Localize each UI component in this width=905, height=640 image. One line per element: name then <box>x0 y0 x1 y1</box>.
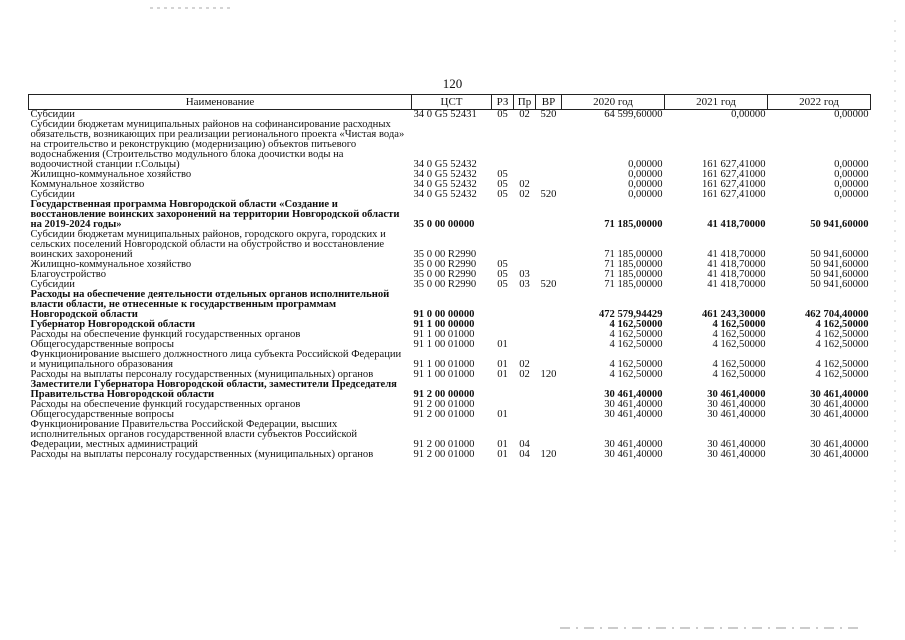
table-row <box>29 450 871 460</box>
cell-cst: 91 2 00 01000 <box>413 439 475 450</box>
cell-vr <box>536 260 562 270</box>
cell-cst: 91 2 00 01000 <box>413 449 475 460</box>
cell-vr <box>536 400 562 410</box>
cell-2020: 64 599,60000 <box>604 109 663 120</box>
header-2021: 2021 год <box>665 95 768 110</box>
cell-name: Субсидии <box>30 279 75 290</box>
cell-rz: 01 <box>497 369 508 380</box>
cell-2022: 0,00000 <box>834 169 869 180</box>
cell-rz <box>492 230 514 260</box>
cell-2021: 30 461,40000 <box>707 399 766 410</box>
table-row <box>29 200 871 230</box>
cell-name: Благоустройство <box>30 269 106 280</box>
header-vr: ВР <box>536 95 562 110</box>
cell-cst: 91 1 00 01000 <box>413 359 475 370</box>
budget-table <box>28 94 871 460</box>
cell-2020: 71 185,00000 <box>604 259 663 270</box>
cell-cst: 91 1 00 01000 <box>413 369 475 380</box>
cell-2020: 4 162,50000 <box>609 329 663 340</box>
cell-cst: 35 0 00 R2990 <box>413 269 477 280</box>
cell-name: Государственная программа Новгородской области «Создание и восстановление воинских захоронений на территории Новгородской области на 2019-2024 годы» <box>30 199 400 230</box>
cell-cst: 91 1 00 00000 <box>413 319 475 330</box>
cell-name: Субсидии <box>30 189 75 200</box>
cell-rz <box>492 380 514 400</box>
cell-2022: 30 461,40000 <box>810 449 869 460</box>
cell-rz: 05 <box>497 269 508 280</box>
cell-name: Субсидии <box>30 109 75 120</box>
cell-cst: 35 0 00 R2990 <box>413 279 477 290</box>
table-body <box>29 110 871 461</box>
cell-2021: 41 418,70000 <box>707 269 766 280</box>
cell-2022: 50 941,60000 <box>810 249 869 260</box>
table-row <box>29 290 871 320</box>
cell-cst: 35 0 00 R2990 <box>413 249 477 260</box>
cell-pr <box>514 410 536 420</box>
cell-rz: 05 <box>497 179 508 190</box>
cell-rz <box>492 320 514 330</box>
cell-rz <box>492 290 514 320</box>
cell-2022: 0,00000 <box>834 189 869 200</box>
cell-vr <box>536 350 562 370</box>
header-pr: Пр <box>514 95 536 110</box>
cell-pr <box>514 330 536 340</box>
cell-vr <box>536 230 562 260</box>
cell-pr: 04 <box>519 449 530 460</box>
cell-2021: 30 461,40000 <box>707 449 766 460</box>
cell-rz <box>492 200 514 230</box>
cell-cst: 34 0 G5 52432 <box>413 179 477 190</box>
cell-pr: 02 <box>519 109 530 120</box>
cell-cst: 91 2 00 01000 <box>413 399 475 410</box>
cell-cst: 34 0 G5 52432 <box>413 159 477 170</box>
cell-name: Расходы на обеспечение деятельности отдельных органов исполнительной власти области, не отнесенные к государственным программам Новгородской области <box>30 289 390 320</box>
cell-name: Расходы на выплаты персоналу государственных (муниципальных) органов <box>30 449 374 460</box>
cell-name: Функционирование высшего должностного лица субъекта Российской Федерации и муниципального образования <box>30 349 402 370</box>
table-row <box>29 380 871 400</box>
cell-cst: 91 1 00 01000 <box>413 339 475 350</box>
cell-vr <box>536 340 562 350</box>
cell-vr <box>536 170 562 180</box>
cell-pr <box>514 320 536 330</box>
cell-2021: 161 627,41000 <box>701 179 766 190</box>
cell-2021: 0,00000 <box>731 109 766 120</box>
cell-2021: 41 418,70000 <box>707 279 766 290</box>
cell-2022: 0,00000 <box>834 109 869 120</box>
cell-2021: 161 627,41000 <box>701 189 766 200</box>
cell-name: Жилищно-коммунальное хозяйство <box>30 259 192 270</box>
cell-2021: 4 162,50000 <box>712 319 766 330</box>
cell-rz: 05 <box>497 259 508 270</box>
cell-2022: 4 162,50000 <box>815 339 869 350</box>
cell-vr: 120 <box>540 369 557 380</box>
cell-2021: 4 162,50000 <box>712 359 766 370</box>
cell-vr: 120 <box>540 449 557 460</box>
cell-pr <box>514 380 536 400</box>
cell-pr: 02 <box>519 369 530 380</box>
cell-cst: 34 0 G5 52431 <box>413 109 477 120</box>
cell-name: Субсидии бюджетам муниципальных районов на софинансирование расходных обязательств, возникающих при реализации регионального проекта «Чистая вода» на строительство и реконструкцию (модернизацию) объектов питьевого водоснабжения (Строительство модульного блока доочистки воды на водоочистной станции г.Сольцы) <box>30 119 405 170</box>
header-cst: ЦСТ <box>412 95 492 110</box>
cell-2020: 0,00000 <box>628 169 663 180</box>
cell-name: Жилищно-коммунальное хозяйство <box>30 169 192 180</box>
cell-vr <box>536 330 562 340</box>
cell-pr: 03 <box>519 279 530 290</box>
cell-vr <box>536 120 562 170</box>
cell-2021: 161 627,41000 <box>701 169 766 180</box>
cell-name: Заместители Губернатора Новгородской области, заместители Председателя Правительства Новгородской области <box>30 379 397 400</box>
cell-name: Расходы на выплаты персоналу государственных (муниципальных) органов <box>30 369 374 380</box>
cell-2020: 0,00000 <box>628 179 663 190</box>
header-name: Наименование <box>29 95 412 110</box>
cell-vr <box>536 410 562 420</box>
cell-2022: 50 941,60000 <box>810 269 869 280</box>
cell-2020: 30 461,40000 <box>604 449 663 460</box>
cell-2020: 472 579,94429 <box>598 309 663 320</box>
cell-rz <box>492 120 514 170</box>
cell-2020: 4 162,50000 <box>609 319 663 330</box>
cell-pr <box>514 200 536 230</box>
cell-name: Губернатор Новгородской области <box>30 319 196 330</box>
cell-pr: 04 <box>519 439 530 450</box>
cell-2021: 461 243,30000 <box>701 309 766 320</box>
cell-rz: 01 <box>497 359 508 370</box>
cell-name: Расходы на обеспечение функций государственных органов <box>30 329 301 340</box>
page-number: 120 <box>442 76 463 91</box>
cell-rz: 01 <box>497 439 508 450</box>
cell-rz: 01 <box>497 339 508 350</box>
cell-2022: 30 461,40000 <box>810 389 869 400</box>
cell-cst: 91 2 00 01000 <box>413 409 475 420</box>
cell-2020: 0,00000 <box>628 189 663 200</box>
cell-2020: 71 185,00000 <box>604 279 663 290</box>
cell-cst: 91 2 00 00000 <box>413 389 475 400</box>
cell-2020: 4 162,50000 <box>609 339 663 350</box>
cell-2022: 30 461,40000 <box>810 439 869 450</box>
cell-2022: 0,00000 <box>834 159 869 170</box>
cell-2022: 50 941,60000 <box>810 279 869 290</box>
cell-2021: 41 418,70000 <box>707 249 766 260</box>
cell-vr: 520 <box>540 189 557 200</box>
cell-rz: 01 <box>497 409 508 420</box>
cell-2021: 30 461,40000 <box>707 439 766 450</box>
cell-rz: 05 <box>497 279 508 290</box>
cell-vr <box>536 290 562 320</box>
table-row <box>29 350 871 370</box>
cell-2020: 30 461,40000 <box>604 409 663 420</box>
cell-vr <box>536 420 562 450</box>
cell-2020: 4 162,50000 <box>609 359 663 370</box>
cell-2022: 0,00000 <box>834 179 869 190</box>
cell-pr: 03 <box>519 269 530 280</box>
cell-cst: 34 0 G5 52432 <box>413 189 477 200</box>
cell-2020: 30 461,40000 <box>604 399 663 410</box>
cell-rz: 01 <box>497 449 508 460</box>
cell-2022: 30 461,40000 <box>810 399 869 410</box>
header-2022: 2022 год <box>768 95 871 110</box>
cell-2020: 30 461,40000 <box>604 439 663 450</box>
cell-rz: 05 <box>497 109 508 120</box>
cell-2020: 71 185,00000 <box>604 269 663 280</box>
cell-pr: 02 <box>519 189 530 200</box>
cell-2020: 0,00000 <box>628 159 663 170</box>
cell-pr <box>514 230 536 260</box>
cell-name: Расходы на обеспечение функций государственных органов <box>30 399 301 410</box>
cell-2021: 161 627,41000 <box>701 159 766 170</box>
cell-cst: 34 0 G5 52432 <box>413 169 477 180</box>
cell-2022: 30 461,40000 <box>810 409 869 420</box>
cell-cst: 35 0 00 R2990 <box>413 259 477 270</box>
cell-2022: 462 704,40000 <box>804 309 869 320</box>
cell-2020: 71 185,00000 <box>604 219 663 230</box>
table-header-row <box>29 95 871 110</box>
cell-rz: 05 <box>497 169 508 180</box>
cell-2021: 30 461,40000 <box>707 389 766 400</box>
cell-2022: 4 162,50000 <box>815 319 869 330</box>
cell-vr <box>536 320 562 330</box>
cell-2021: 4 162,50000 <box>712 369 766 380</box>
cell-2022: 50 941,60000 <box>810 259 869 270</box>
cell-pr <box>514 400 536 410</box>
cell-2021: 4 162,50000 <box>712 339 766 350</box>
cell-2022: 4 162,50000 <box>815 329 869 340</box>
cell-2020: 71 185,00000 <box>604 249 663 260</box>
cell-name: Коммунальное хозяйство <box>30 179 145 190</box>
table-row <box>29 420 871 450</box>
cell-2021: 41 418,70000 <box>707 259 766 270</box>
cell-cst: 91 0 00 00000 <box>413 309 475 320</box>
cell-2021: 30 461,40000 <box>707 409 766 420</box>
table-row <box>29 230 871 260</box>
cell-pr: 02 <box>519 359 530 370</box>
cell-2022: 4 162,50000 <box>815 359 869 370</box>
cell-pr <box>514 340 536 350</box>
cell-cst: 91 1 00 01000 <box>413 329 475 340</box>
cell-vr <box>536 200 562 230</box>
cell-2022: 4 162,50000 <box>815 369 869 380</box>
cell-2020: 4 162,50000 <box>609 369 663 380</box>
cell-vr <box>536 380 562 400</box>
cell-name: Субсидии бюджетам муниципальных районов, городского округа, городских и сельских поселений Новгородской области на обустройство и восстановление воинских захоронений <box>30 229 386 260</box>
table-row <box>29 120 871 170</box>
cell-cst: 35 0 00 00000 <box>413 219 475 230</box>
cell-rz: 05 <box>497 189 508 200</box>
cell-2020: 30 461,40000 <box>604 389 663 400</box>
cell-2021: 41 418,70000 <box>707 219 766 230</box>
cell-name: Функционирование Правительства Российской Федерации, высших исполнительных органов государственной власти субъектов Российской Федерации, местных администраций <box>30 419 358 450</box>
cell-name: Общегосударственные вопросы <box>30 339 174 350</box>
cell-name: Общегосударственные вопросы <box>30 409 174 420</box>
header-rz: РЗ <box>492 95 514 110</box>
cell-2021: 4 162,50000 <box>712 329 766 340</box>
cell-2022: 50 941,60000 <box>810 219 869 230</box>
header-2020: 2020 год <box>562 95 665 110</box>
cell-pr <box>514 290 536 320</box>
cell-vr: 520 <box>540 109 557 120</box>
cell-pr <box>514 120 536 170</box>
cell-vr: 520 <box>540 279 557 290</box>
cell-pr: 02 <box>519 179 530 190</box>
